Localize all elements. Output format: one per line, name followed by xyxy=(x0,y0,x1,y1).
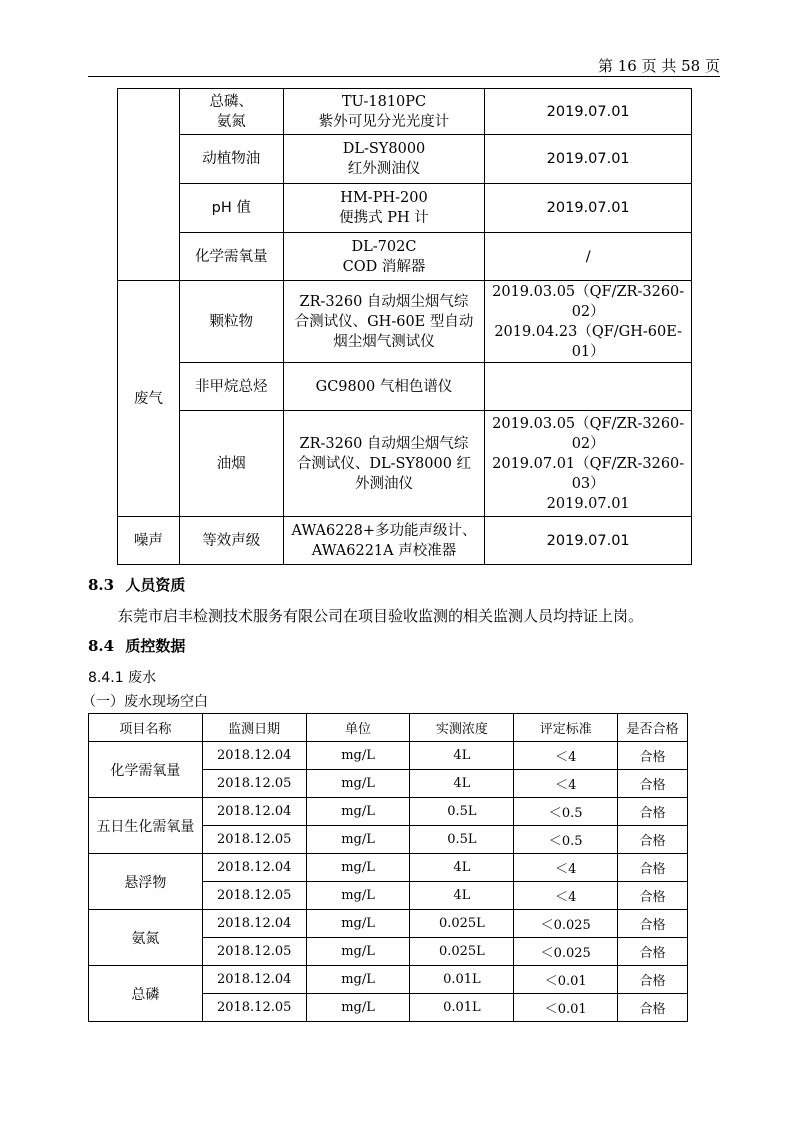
date-cell: 2018.12.04 xyxy=(202,742,306,770)
calibration-cell: 2019.07.01 xyxy=(485,89,692,135)
unit-cell: mg/L xyxy=(306,770,410,798)
table-caption: （一）废水现场空白 xyxy=(82,694,208,710)
standard-cell: ＜0.025 xyxy=(514,938,618,966)
section-number: 8.4 xyxy=(88,637,115,655)
item-name-cell: 悬浮物 xyxy=(89,854,203,910)
table-row xyxy=(118,89,692,135)
column-header: 实测浓度 xyxy=(410,714,514,742)
standard-cell: ＜4 xyxy=(514,742,618,770)
unit-cell: mg/L xyxy=(306,742,410,770)
date-cell: 2018.12.05 xyxy=(202,882,306,910)
item-cell: 总磷、 氨氮 xyxy=(179,89,283,135)
value-cell: 4L xyxy=(410,882,514,910)
table-row xyxy=(118,233,692,281)
table-row xyxy=(118,411,692,517)
table-row xyxy=(89,854,688,882)
item-cell: 化学需氧量 xyxy=(179,233,283,281)
page-number: 第 16 页 共 58 页 xyxy=(597,57,720,75)
section-heading-8-4 xyxy=(88,635,185,656)
value-cell: 4L xyxy=(410,770,514,798)
pass-cell: 合格 xyxy=(618,966,688,994)
table-row xyxy=(118,363,692,411)
pass-cell: 合格 xyxy=(618,854,688,882)
value-cell: 4L xyxy=(410,742,514,770)
standard-cell: ＜0.01 xyxy=(514,994,618,1022)
standard-cell: ＜4 xyxy=(514,770,618,798)
item-name-cell: 氨氮 xyxy=(89,910,203,966)
equipment-table xyxy=(117,88,692,565)
section-paragraph: 东莞市启丰检测技术服务有限公司在项目验收监测的相关监测人员均持证上岗。 xyxy=(118,607,644,625)
table-row xyxy=(89,910,688,938)
value-cell: 0.025L xyxy=(410,938,514,966)
section-number: 8.3 xyxy=(88,576,115,594)
date-cell: 2018.12.05 xyxy=(202,770,306,798)
item-name-cell: 五日生化需氧量 xyxy=(89,798,203,854)
standard-cell: ＜0.5 xyxy=(514,826,618,854)
unit-cell: mg/L xyxy=(306,854,410,882)
calibration-cell: / xyxy=(485,233,692,281)
subsection-heading: 8.4.1 废水 xyxy=(88,670,157,686)
instrument-cell: DL-702C COD 消解器 xyxy=(283,233,485,281)
calibration-cell: 2019.03.05（QF/ZR-3260- 02） 2019.07.01（QF/ZR-3260- 03） 2019.07.01 xyxy=(485,411,692,517)
value-cell: 0.5L xyxy=(410,826,514,854)
pass-cell: 合格 xyxy=(618,742,688,770)
item-cell: 动植物油 xyxy=(179,135,283,184)
section-heading-8-3 xyxy=(88,574,185,595)
item-cell: 颗粒物 xyxy=(179,281,283,363)
pass-cell: 合格 xyxy=(618,770,688,798)
category-cell: 噪声 xyxy=(118,517,180,565)
column-header: 评定标准 xyxy=(514,714,618,742)
unit-cell: mg/L xyxy=(306,910,410,938)
unit-cell: mg/L xyxy=(306,994,410,1022)
section-title: 人员资质 xyxy=(125,576,186,594)
standard-cell: ＜0.5 xyxy=(514,798,618,826)
table-row xyxy=(118,184,692,233)
instrument-cell: ZR-3260 自动烟尘烟气综 合测试仪、DL-SY8000 红 外测油仪 xyxy=(283,411,485,517)
unit-cell: mg/L xyxy=(306,938,410,966)
date-cell: 2018.12.04 xyxy=(202,798,306,826)
pass-cell: 合格 xyxy=(618,882,688,910)
table-row xyxy=(118,281,692,363)
column-header: 是否合格 xyxy=(618,714,688,742)
unit-cell: mg/L xyxy=(306,798,410,826)
item-cell: 油烟 xyxy=(179,411,283,517)
calibration-cell: 2019.07.01 xyxy=(485,517,692,565)
calibration-cell xyxy=(485,363,692,411)
standard-cell: ＜4 xyxy=(514,882,618,910)
standard-cell: ＜0.025 xyxy=(514,910,618,938)
table-row xyxy=(118,135,692,184)
value-cell: 0.01L xyxy=(410,994,514,1022)
table-row xyxy=(89,742,688,770)
table-row xyxy=(118,517,692,565)
column-header: 监测日期 xyxy=(202,714,306,742)
value-cell: 4L xyxy=(410,854,514,882)
column-header: 单位 xyxy=(306,714,410,742)
item-name-cell: 总磷 xyxy=(89,966,203,1022)
date-cell: 2018.12.05 xyxy=(202,994,306,1022)
date-cell: 2018.12.04 xyxy=(202,854,306,882)
date-cell: 2018.12.04 xyxy=(202,910,306,938)
value-cell: 0.01L xyxy=(410,966,514,994)
category-cell xyxy=(118,184,180,233)
date-cell: 2018.12.05 xyxy=(202,826,306,854)
instrument-cell: DL-SY8000 红外测油仪 xyxy=(283,135,485,184)
category-cell xyxy=(118,89,180,135)
instrument-cell: TU-1810PC 紫外可见分光光度计 xyxy=(283,89,485,135)
standard-cell: ＜4 xyxy=(514,854,618,882)
instrument-cell: HM-PH-200 便携式 PH 计 xyxy=(283,184,485,233)
instrument-cell: ZR-3260 自动烟尘烟气综 合测试仪、GH-60E 型自动 烟尘烟气测试仪 xyxy=(283,281,485,363)
item-name-cell: 化学需氧量 xyxy=(89,742,203,798)
date-cell: 2018.12.05 xyxy=(202,938,306,966)
qc-table xyxy=(88,713,688,1022)
item-cell: 等效声级 xyxy=(179,517,283,565)
item-cell: 非甲烷总烃 xyxy=(179,363,283,411)
value-cell: 0.5L xyxy=(410,798,514,826)
table-row xyxy=(89,966,688,994)
date-cell: 2018.12.04 xyxy=(202,966,306,994)
unit-cell: mg/L xyxy=(306,882,410,910)
value-cell: 0.025L xyxy=(410,910,514,938)
table-row xyxy=(89,798,688,826)
calibration-cell: 2019.03.05（QF/ZR-3260- 02） 2019.04.23（QF/GH-60E- 01） xyxy=(485,281,692,363)
item-cell: pH 值 xyxy=(179,184,283,233)
pass-cell: 合格 xyxy=(618,994,688,1022)
standard-cell: ＜0.01 xyxy=(514,966,618,994)
category-cell xyxy=(118,233,180,281)
section-title: 质控数据 xyxy=(125,637,186,655)
category-cell: 废气 xyxy=(118,281,180,517)
unit-cell: mg/L xyxy=(306,966,410,994)
pass-cell: 合格 xyxy=(618,798,688,826)
unit-cell: mg/L xyxy=(306,826,410,854)
calibration-cell: 2019.07.01 xyxy=(485,135,692,184)
page-header xyxy=(88,56,720,77)
instrument-cell: GC9800 气相色谱仪 xyxy=(283,363,485,411)
instrument-cell: AWA6228+多功能声级计、 AWA6221A 声校准器 xyxy=(283,517,485,565)
pass-cell: 合格 xyxy=(618,910,688,938)
pass-cell: 合格 xyxy=(618,938,688,966)
calibration-cell: 2019.07.01 xyxy=(485,184,692,233)
category-cell xyxy=(118,135,180,184)
table-header-row xyxy=(89,714,688,742)
column-header: 项目名称 xyxy=(89,714,203,742)
pass-cell: 合格 xyxy=(618,826,688,854)
